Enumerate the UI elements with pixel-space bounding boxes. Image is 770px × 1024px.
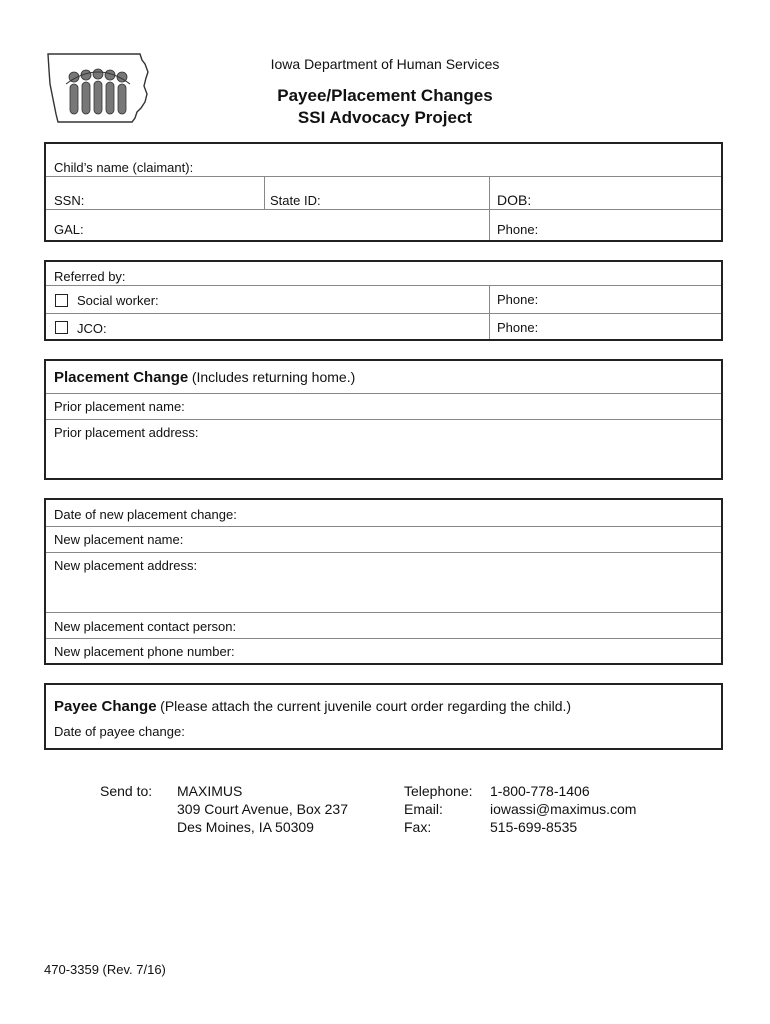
gal-phone-label: Phone:: [497, 222, 539, 237]
telephone-label: Telephone:: [404, 783, 473, 799]
payee-change-heading: [54, 698, 571, 715]
new-address-row: [46, 552, 721, 612]
social-worker-label: Social worker:: [77, 293, 159, 308]
placement-change-heading: [54, 369, 355, 386]
new-placement-name-label: New placement name:: [54, 532, 184, 547]
payee-date-row: [46, 721, 721, 748]
payee-change-title: Payee Change: [54, 698, 157, 715]
payee-change-header: [46, 685, 721, 721]
send-to-address: [177, 782, 348, 836]
new-contact-row: [46, 612, 721, 638]
new-placement-date-label: Date of new placement change:: [54, 507, 237, 522]
social-worker-row: [46, 285, 721, 313]
new-placement-phone-label: New placement phone number:: [54, 644, 235, 659]
referral-section: [44, 260, 723, 341]
child-info-section: [44, 142, 723, 242]
gal-row: [46, 209, 721, 240]
send-to-label: Send to:: [100, 783, 153, 799]
social-worker-checkbox[interactable]: [55, 294, 68, 307]
child-name-row: [46, 144, 721, 176]
referred-by-label: Referred by:: [54, 269, 126, 284]
iowa-state-people-icon: [44, 50, 152, 126]
ssn-label: SSN:: [54, 193, 85, 208]
payee-change-section: [44, 683, 723, 750]
payee-change-date-label: Date of payee change:: [54, 724, 185, 739]
telephone-value: 1-800-778-1406: [490, 783, 590, 799]
state-id-label: State ID:: [270, 193, 321, 208]
jco-label: JCO:: [77, 321, 107, 336]
dob-label: DOB:: [497, 192, 532, 208]
jco-row: [46, 313, 721, 339]
email-value[interactable]: iowassi@maximus.com: [490, 801, 637, 817]
jco-phone-label: Phone:: [497, 320, 539, 335]
ids-row: [46, 176, 721, 209]
new-name-row: [46, 526, 721, 552]
new-placement-contact-label: New placement contact person:: [54, 619, 237, 634]
email-label: Email:: [404, 801, 443, 817]
payee-change-note: (Please attach the current juvenile court order regarding the child.): [160, 698, 572, 714]
child-name-label: Child’s name (claimant):: [54, 160, 194, 175]
send-to-city: Des Moines, IA 50309: [177, 819, 314, 835]
prior-address-row: [46, 419, 721, 478]
form-title: Payee/Placement Changes: [277, 86, 493, 105]
placement-change-title: Placement Change: [54, 369, 189, 386]
send-to-org: MAXIMUS: [177, 783, 243, 799]
new-phone-row: [46, 638, 721, 663]
fax-value: 515-699-8535: [490, 819, 578, 835]
referred-by-row: [46, 262, 721, 285]
placement-change-section: [44, 359, 723, 480]
new-placement-address-label: New placement address:: [54, 558, 198, 573]
social-worker-phone-label: Phone:: [497, 292, 539, 307]
placement-change-header: [46, 361, 721, 393]
department-name: Iowa Department of Human Services: [270, 56, 500, 72]
prior-name-row: [46, 393, 721, 419]
prior-placement-name-label: Prior placement name:: [54, 399, 185, 414]
form-number: 470-3359 (Rev. 7/16): [44, 962, 166, 977]
jco-checkbox[interactable]: [55, 321, 68, 334]
form-subtitle: SSI Advocacy Project: [297, 108, 473, 127]
fax-label: Fax:: [404, 819, 432, 835]
new-placement-section: [44, 498, 723, 665]
placement-change-note: (Includes returning home.): [191, 369, 356, 385]
contact-labels: [404, 782, 473, 836]
gal-label: GAL:: [54, 222, 84, 237]
iowa-dhs-logo: [44, 50, 152, 126]
prior-placement-address-label: Prior placement address:: [54, 425, 199, 440]
contact-values: [490, 782, 636, 836]
send-to-street: 309 Court Avenue, Box 237: [177, 801, 348, 817]
new-date-row: [46, 500, 721, 526]
